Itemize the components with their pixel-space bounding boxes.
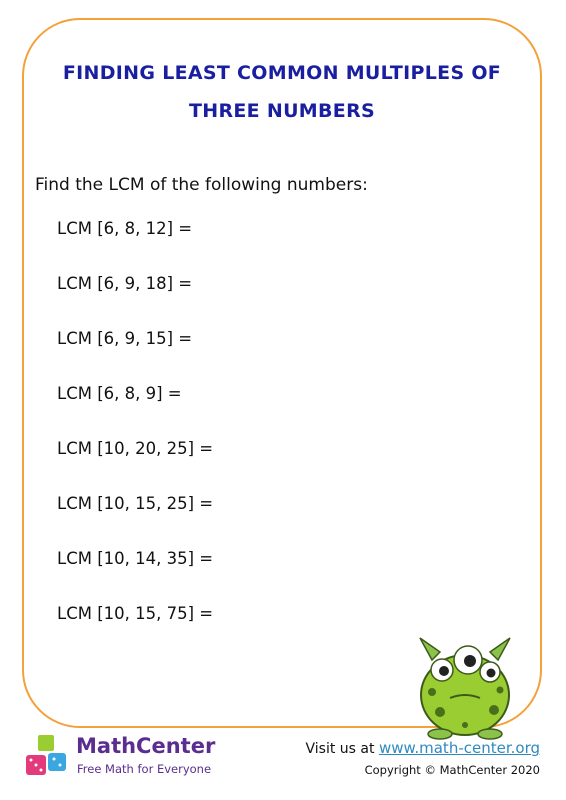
problem-item: LCM [10, 20, 25] =: [57, 439, 214, 458]
copyright-text: Copyright © MathCenter 2020: [364, 763, 540, 777]
problem-item: LCM [6, 9, 18] =: [57, 274, 193, 293]
problem-item: LCM [6, 8, 12] =: [57, 219, 193, 238]
problem-item: LCM [10, 15, 25] =: [57, 494, 214, 513]
website-link[interactable]: www.math-center.org: [378, 739, 540, 757]
problem-item: LCM [6, 8, 9] =: [57, 384, 182, 403]
worksheet-title-line-2: THREE NUMBERS: [189, 100, 375, 122]
problem-item: LCM [10, 14, 35] =: [57, 549, 214, 568]
instruction-text: Find the LCM of the following numbers:: [35, 175, 368, 195]
worksheet-title-line-1: FINDING LEAST COMMON MULTIPLES OF: [62, 62, 502, 84]
green-monster-icon: [410, 630, 520, 740]
brand-tagline: Free Math for Everyone: [77, 762, 212, 776]
visit-label: Visit us at: [305, 741, 375, 757]
problem-item: LCM [6, 9, 15] =: [57, 329, 193, 348]
cubes-logo-icon: [24, 733, 70, 779]
problem-item: LCM [10, 15, 75] =: [57, 604, 214, 623]
visit-line: [306, 739, 540, 757]
brand-name: MathCenter: [76, 734, 216, 758]
